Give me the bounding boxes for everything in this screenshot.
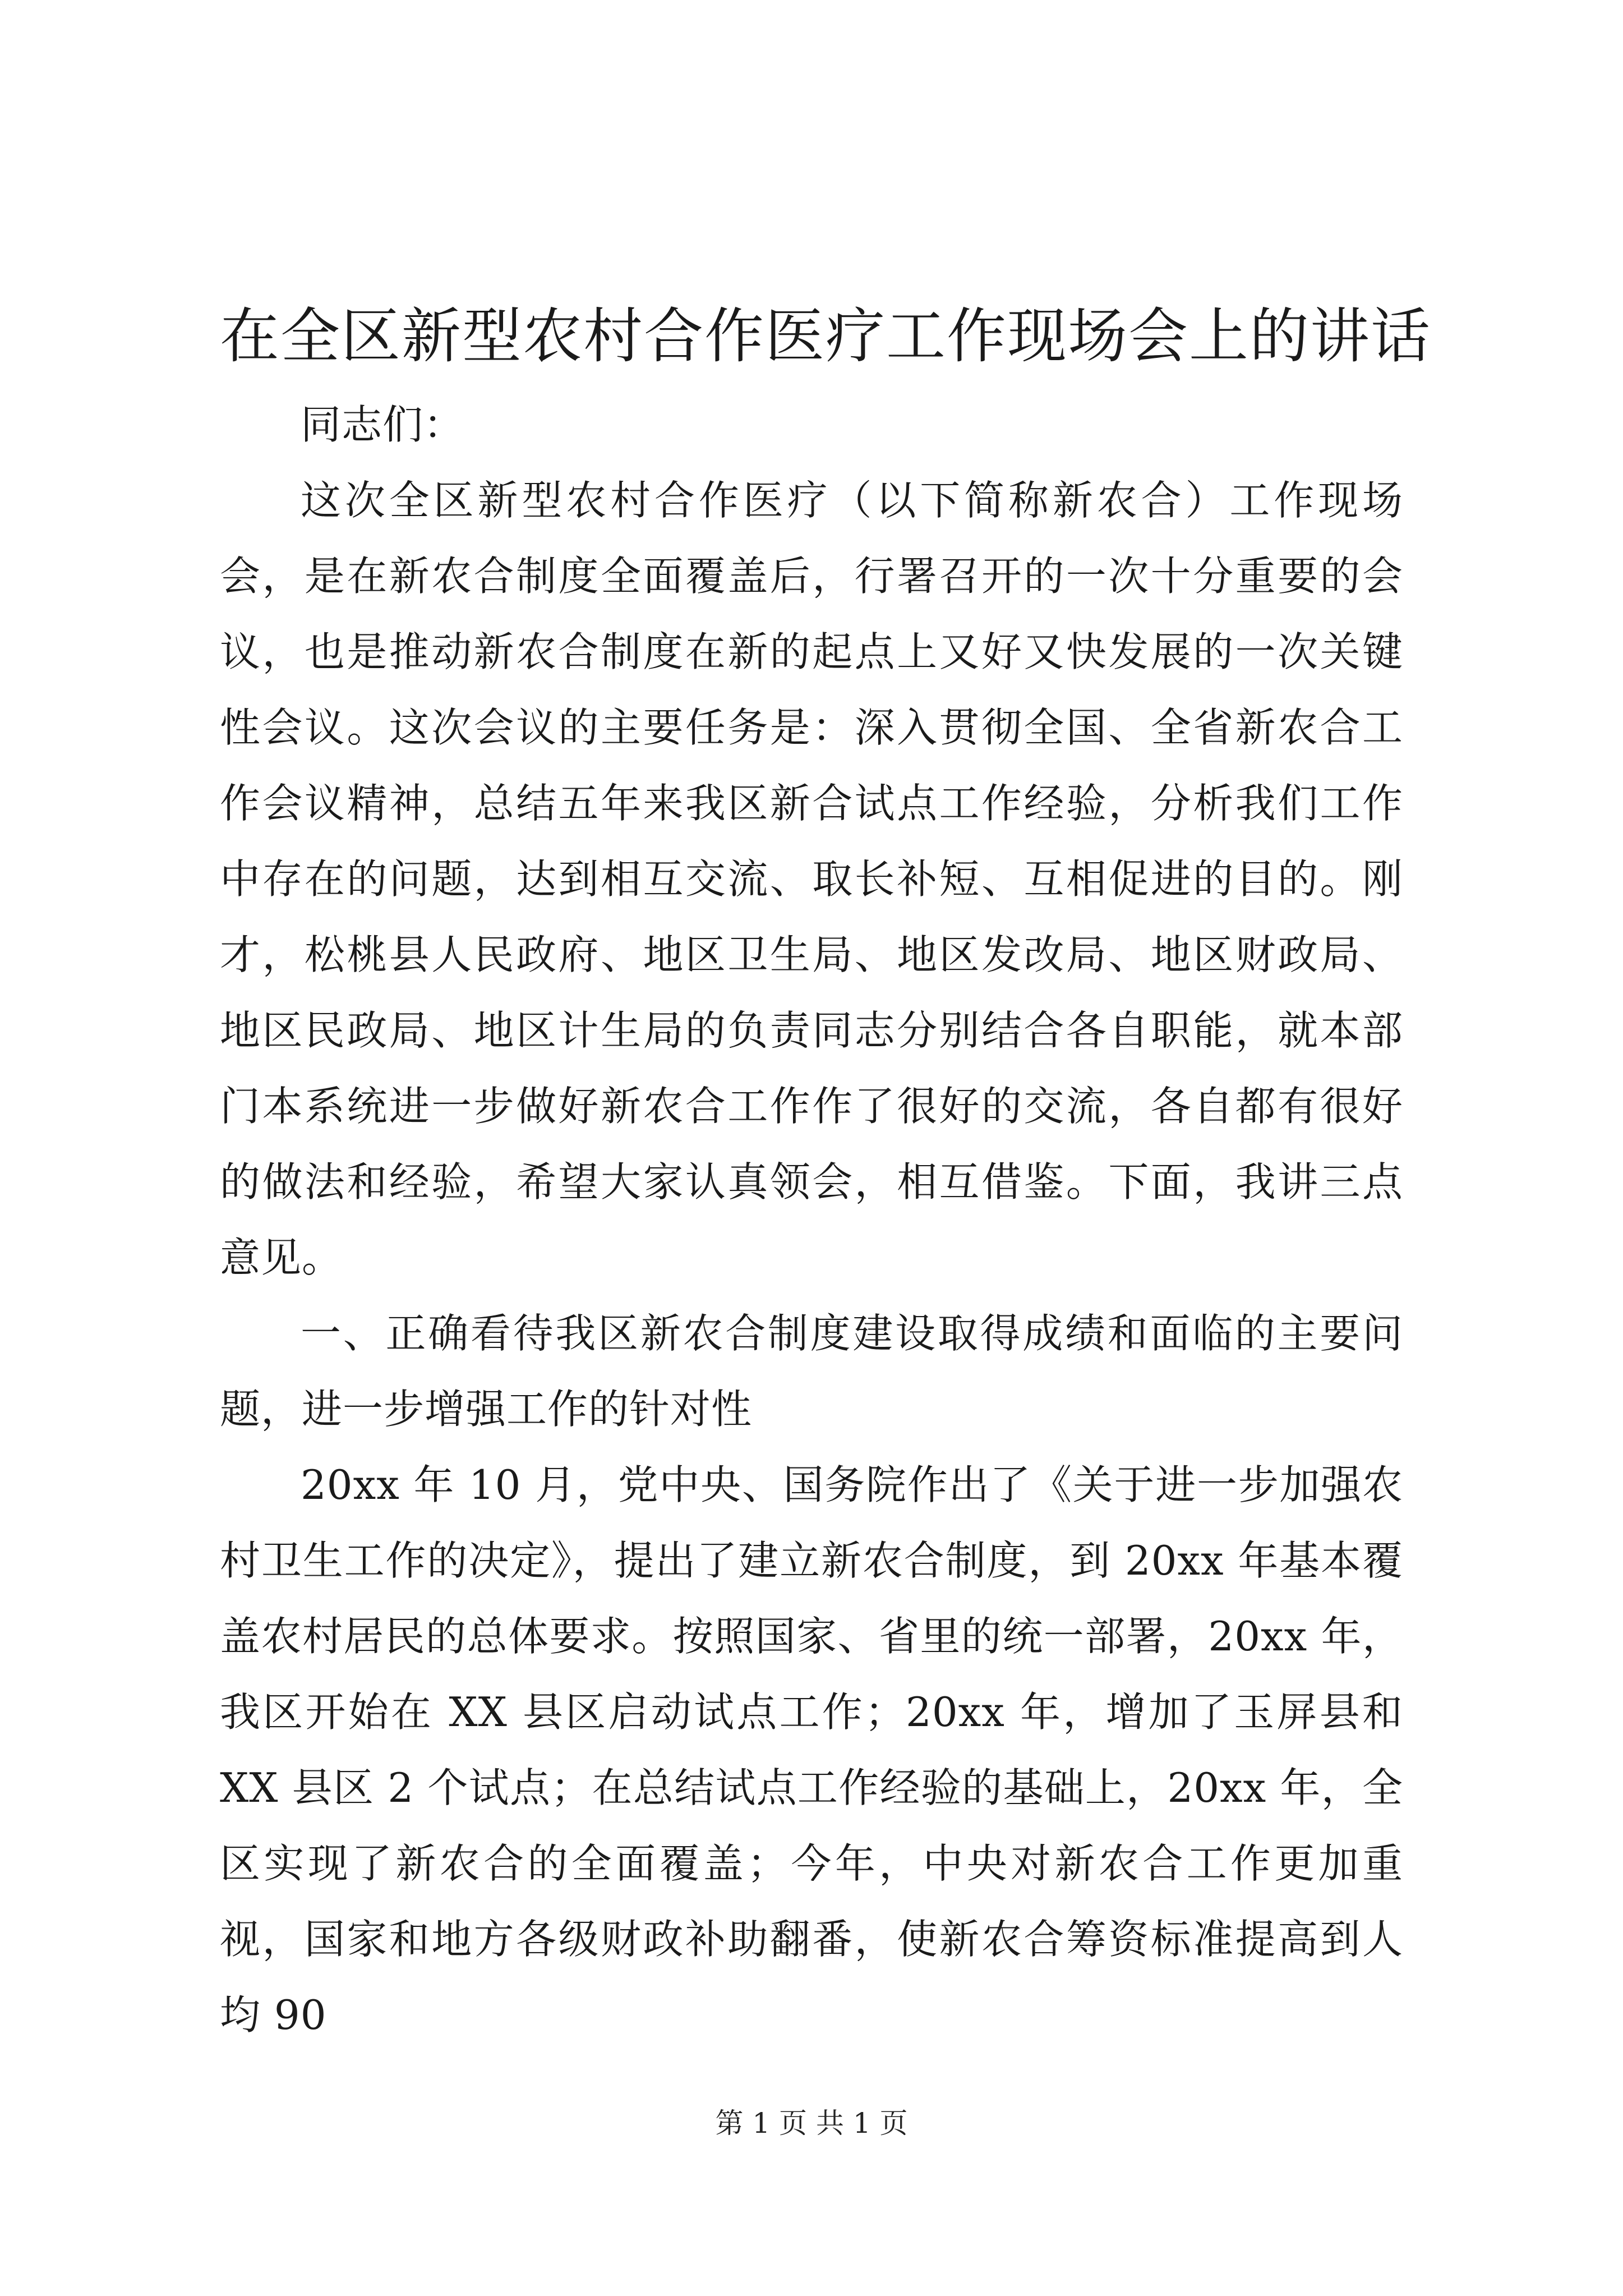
paragraph-section-heading: 一、正确看待我区新农合制度建设取得成绩和面临的主要问题，进一步增强工作的针对性 [220,1310,1403,1433]
paragraph-salutation: 同志们： [301,401,465,448]
document-body [220,387,1403,2053]
page-footer: 第 1 页 共 1 页 [715,2107,908,2139]
paragraph-intro: 这次全区新型农村合作医疗（以下简称新农合）工作现场会，是在新农合制度全面覆盖后，行署召开的一次十分重要的会议，也是推动新农合制度在新的起点上又好又快发展的一次关键性会议。这次会议的主要任务是：深入贯彻全国、全省新农合工作会议精神，总结五年来我区新合试点工作经验，分析我们工作中存在的问题，达到相互交流、取长补短、互相促进的目的。刚才，松桃县人民政府、地区卫生局、地区发改局、地区财政局、地区民政局、地区计生局的负责同志分别结合各自职能，就本部门本系统进一步做好新农合工作作了很好的交流，各自都有很好的做法和经验，希望大家认真领会，相互借鉴。下面，我讲三点意见。 [220,477,1403,1281]
paragraph-background: 20xx 年 10 月，党中央、国务院作出了《关于进一步加强农村卫生工作的决定》，提出了建立新农合制度，到 20xx 年基本覆盖农村居民的总体要求。按照国家、省里的统一部署，20xx 年，我区开始在 XX 县区启动试点工作；20xx 年，增加了玉屏县和 XX 县区 2 个试点；在总结试点工作经验的基础上，20xx 年，全区实现了新农合的全面覆盖；今年，中央对新农合工作更加重视，国家和地方各级财政补助翻番，使新农合筹资标准提高到人均 90 [220,1461,1403,2039]
document-title: 在全区新型农村合作医疗工作现场会上的讲话 [220,302,1431,371]
